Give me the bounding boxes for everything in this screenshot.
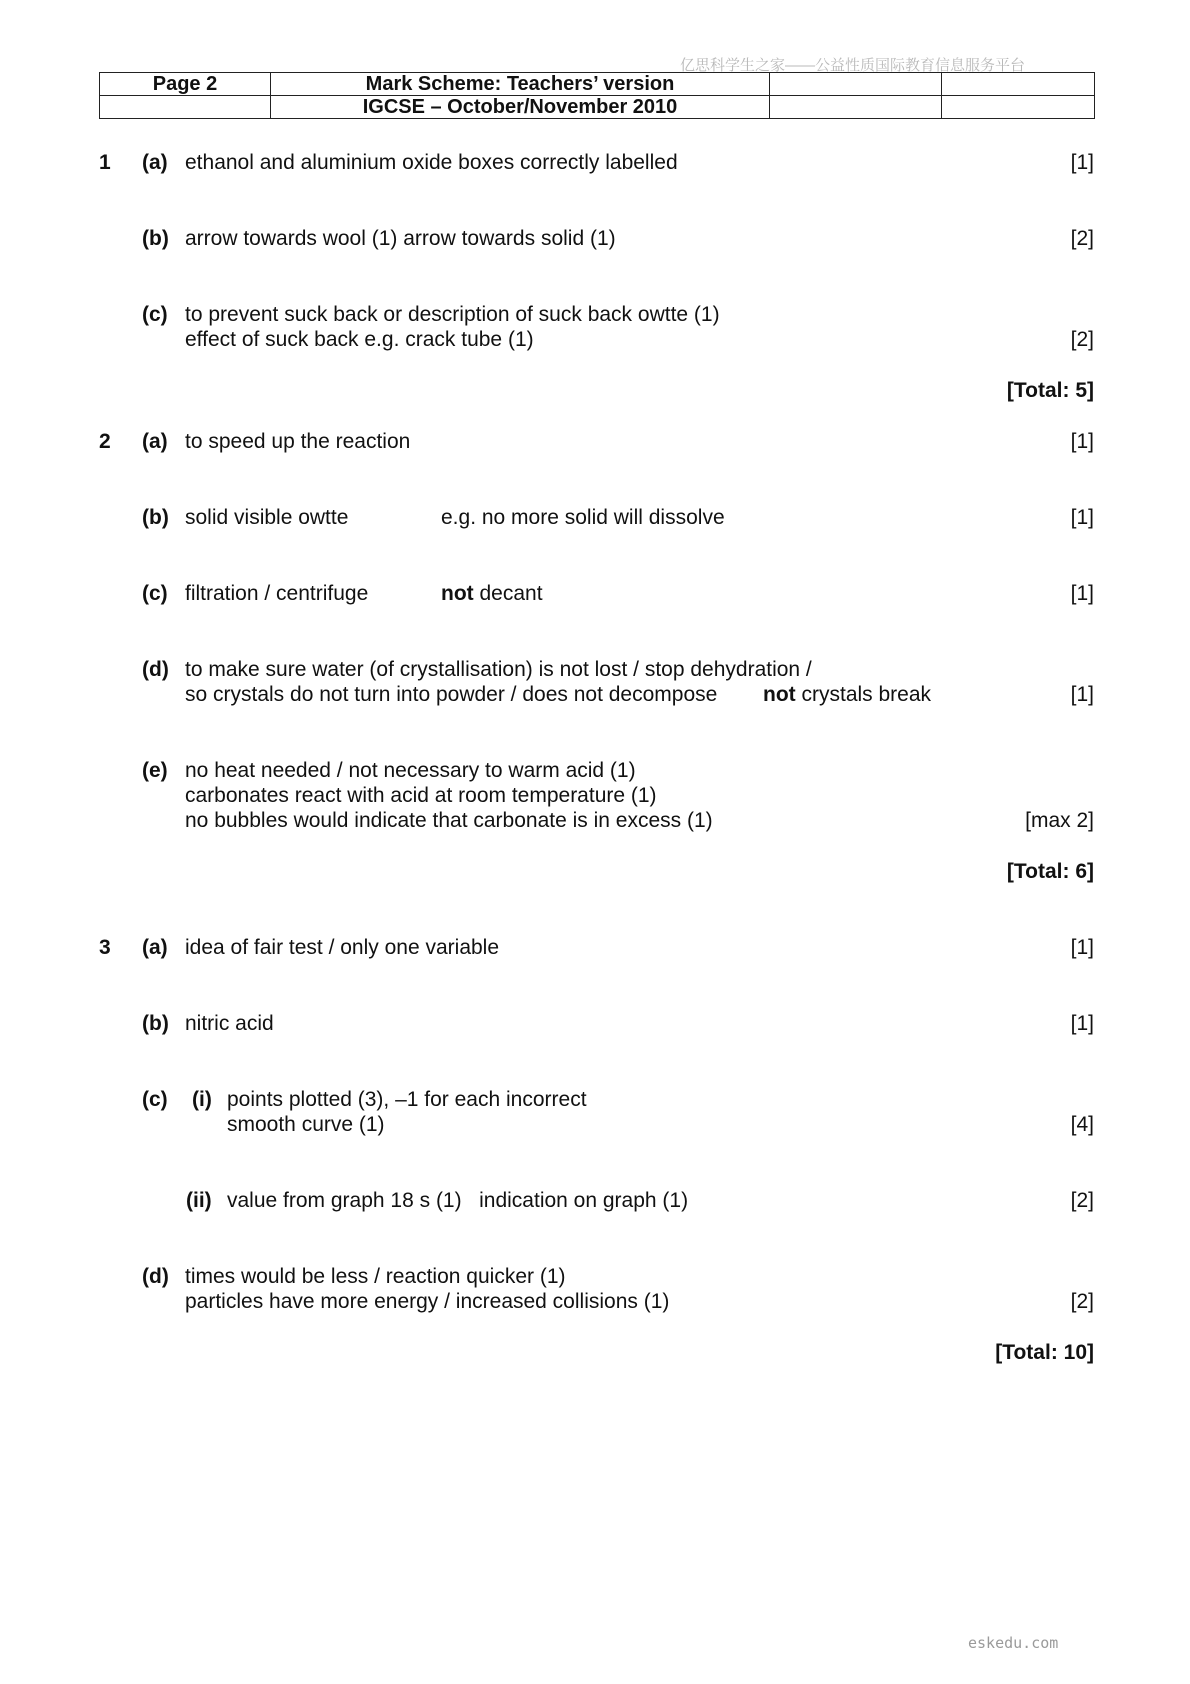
part-label: (c) [142,582,168,605]
answer-text: times would be less / reaction quicker (1) [185,1265,566,1288]
part-label: (a) [142,430,168,453]
subpart-label: (i) [192,1088,212,1111]
mark: [max 2] [1025,809,1094,832]
header-empty-cell [770,96,942,119]
part-label: (c) [142,303,168,326]
not-keyword: not [441,582,474,605]
answer-text: ethanol and aluminium oxide boxes correctly labelled [185,151,678,174]
question-number: 3 [99,936,111,959]
header-title: Mark Scheme: Teachers’ version [271,73,770,96]
mark: [1] [1070,1012,1094,1035]
answer-text: smooth curve (1) [227,1113,385,1136]
answer-text: points plotted (3), –1 for each incorrect [227,1088,587,1111]
answer-text: particles have more energy / increased collisions (1) [185,1290,670,1313]
part-label: (c) [142,1088,168,1111]
part-label: (b) [142,1012,169,1035]
answer-text: carbonates react with acid at room temperature (1) [185,784,657,807]
answer-text: no bubbles would indicate that carbonate is in excess (1) [185,809,713,832]
total-mark: [Total: 6] [1006,860,1094,883]
answer-text: effect of suck back e.g. crack tube (1) [185,328,534,351]
answer-text: filtration / centrifuge [185,582,369,605]
answer-text: nitric acid [185,1012,274,1035]
mark: [2] [1070,1290,1094,1313]
not-keyword: not [763,683,796,706]
not-accepted-answer [763,683,931,707]
answer-text: to speed up the reaction [185,430,411,453]
part-label: (e) [142,759,168,782]
watermark-bottom: eskedu.com [968,1634,1059,1652]
not-accepted-text: crystals break [795,683,932,706]
not-accepted-answer [441,582,543,606]
total-mark: [Total: 10] [995,1341,1094,1364]
question-number: 2 [99,430,111,453]
part-label: (a) [142,936,168,959]
answer-text: to make sure water (of crystallisation) is not lost / stop dehydration / [185,658,812,681]
mark: [1] [1070,683,1094,706]
mark: [1] [1070,936,1094,959]
mark: [1] [1070,430,1094,453]
subpart-label: (ii) [186,1189,212,1212]
answer-text: solid visible owtte [185,506,349,529]
mark: [4] [1070,1113,1094,1136]
mark: [1] [1070,582,1094,605]
answer-text: so crystals do not turn into powder / does not decompose [185,683,718,706]
header-empty-cell [100,96,271,119]
answer-text: value from graph 18 s (1) indication on graph (1) [227,1189,689,1212]
alternative-answer: e.g. no more solid will dissolve [441,506,725,529]
watermark-top: 亿思科学生之家——公益性质国际教育信息服务平台 [680,57,1026,74]
part-label: (b) [142,506,169,529]
header-empty-cell [942,73,1095,96]
answer-text: no heat needed / not necessary to warm acid (1) [185,759,636,782]
header-table [99,72,1095,119]
answer-text: arrow towards wool (1) arrow towards solid (1) [185,227,616,250]
mark: [2] [1070,1189,1094,1212]
part-label: (d) [142,1265,169,1288]
header-page: Page 2 [100,73,271,96]
mark: [2] [1070,227,1094,250]
part-label: (d) [142,658,169,681]
part-label: (b) [142,227,169,250]
mark: [2] [1070,328,1094,351]
answer-text: idea of fair test / only one variable [185,936,500,959]
answer-text: to prevent suck back or description of suck back owtte (1) [185,303,720,326]
total-mark: [Total: 5] [1006,379,1094,402]
not-accepted-text: decant [473,582,543,605]
header-empty-cell [770,73,942,96]
question-number: 1 [99,151,111,174]
part-label: (a) [142,151,168,174]
header-empty-cell [942,96,1095,119]
mark: [1] [1070,506,1094,529]
mark: [1] [1070,151,1094,174]
header-subtitle: IGCSE – October/November 2010 [271,96,770,119]
